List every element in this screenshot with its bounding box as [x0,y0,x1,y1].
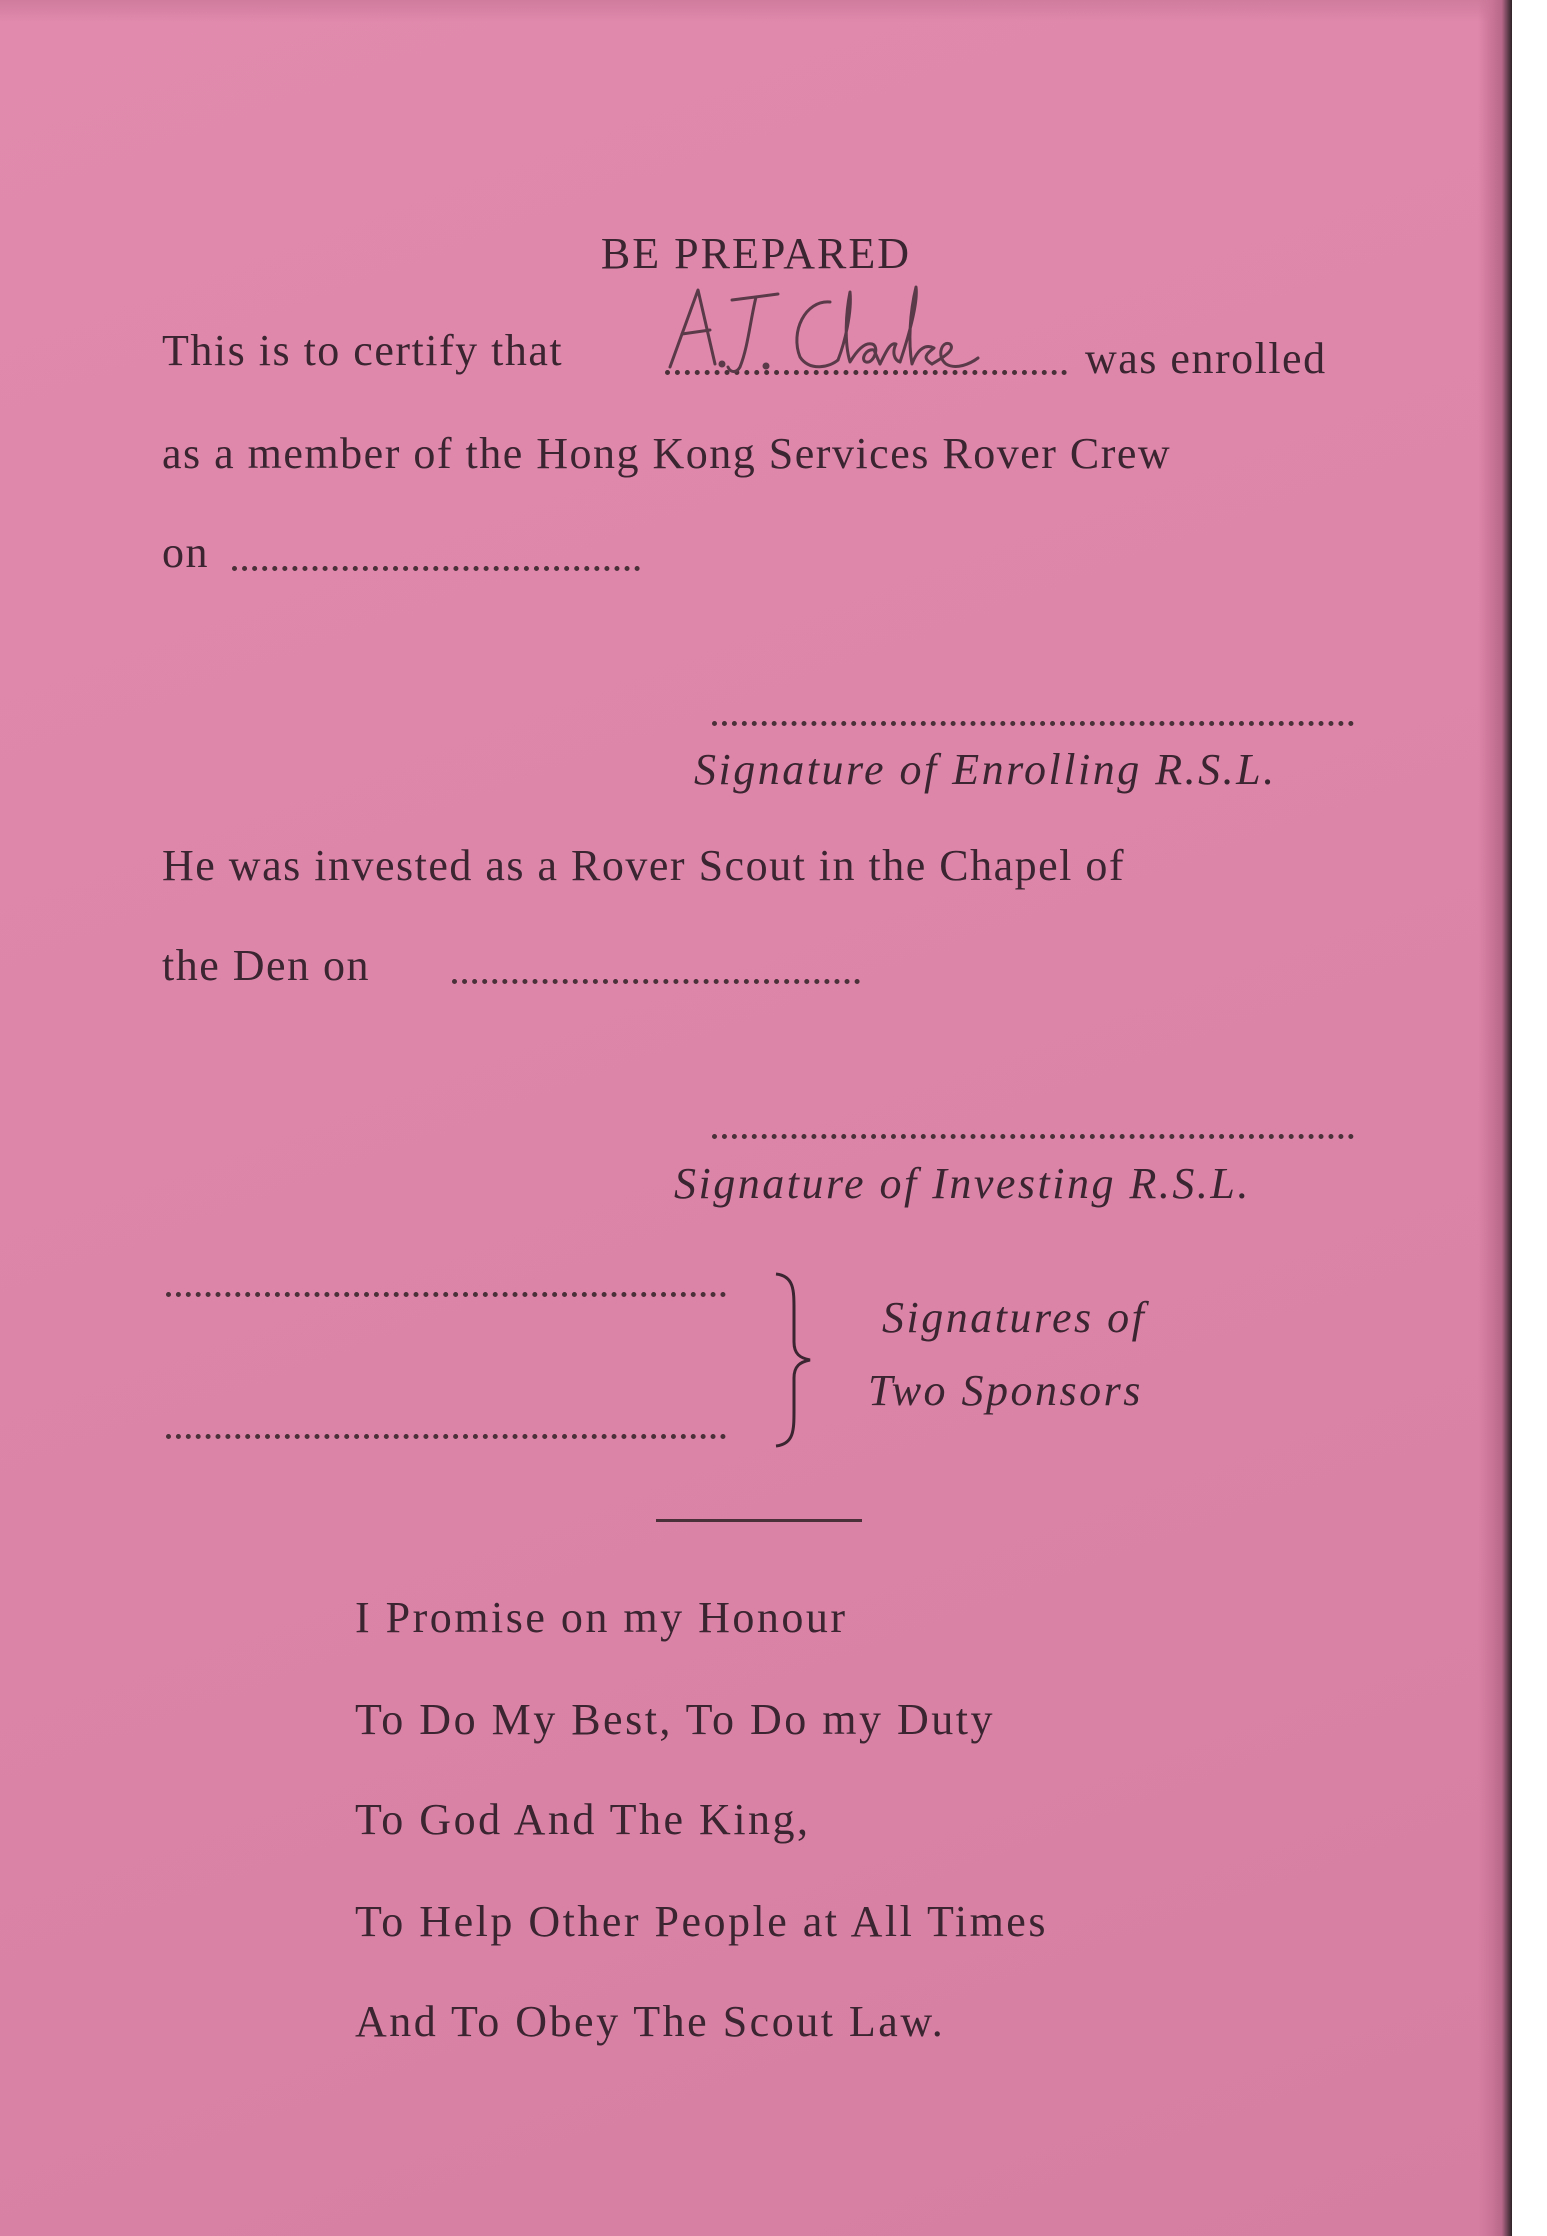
certify-date-prefix: on [162,528,209,577]
section-divider [656,1519,862,1522]
promise-line-5: And To Obey The Scout Law. [355,1997,946,2046]
sponsors-caption-line1: Signatures of [882,1293,1147,1342]
motto-heading: BE PREPARED [600,229,912,278]
certify-suffix: was enrolled [1085,334,1327,383]
investing-signature-caption: Signature of Investing R.S.L. [674,1159,1251,1208]
enrolling-signature-caption: Signature of Enrolling R.S.L. [694,745,1277,794]
investing-signature-line [712,1134,1354,1139]
enrolled-date-dotted-line [232,566,640,571]
certify-prefix: This is to certify that [162,326,564,375]
enrolling-signature-line [712,721,1354,726]
promise-line-3: To God And The King, [355,1795,811,1844]
sponsor-2-signature-line [166,1434,726,1439]
page-edge-shadow [1478,0,1512,2236]
promise-line-1: I Promise on my Honour [355,1593,848,1642]
handwritten-name-signature [660,272,990,392]
sponsors-caption-line2: Two Sponsors [868,1366,1143,1415]
promise-line-4: To Help Other People at All Times [355,1897,1048,1946]
sponsor-1-signature-line [166,1292,726,1297]
invested-line: He was invested as a Rover Scout in the Chapel of [162,841,1126,890]
invested-date-prefix: the Den on [162,941,371,990]
certify-crew-line: as a member of the Hong Kong Services Rover Crew [162,429,1172,478]
invested-date-dotted-line [452,979,860,984]
promise-line-2: To Do My Best, To Do my Duty [355,1695,995,1744]
sponsors-brace [760,1270,820,1450]
